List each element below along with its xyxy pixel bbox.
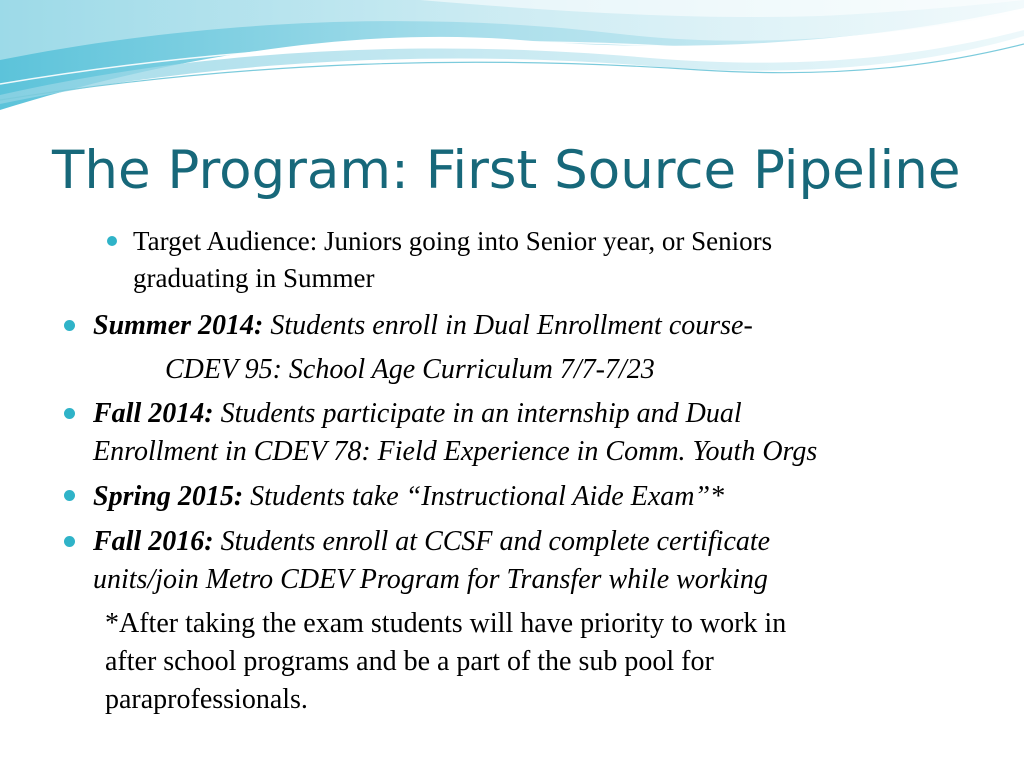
item-text-continued: CDEV 95: School Age Curriculum 7/7-7/23 — [165, 354, 655, 385]
item-text-continued: units/join Metro CDEV Program for Transfer while working — [93, 564, 768, 595]
item-text: Students take “Instructional Aide Exam”* — [243, 481, 725, 512]
footnote-line2: after school programs and be a part of the sub pool for — [105, 646, 714, 677]
item-text: Students participate in an internship and Dual — [213, 398, 742, 429]
list-item-spring-2015 — [93, 478, 724, 515]
bullet-icon — [64, 490, 75, 501]
intro-line1: Target Audience: Juniors going into Senior year, or Seniors — [133, 226, 773, 256]
bullet-icon — [64, 320, 75, 331]
footnote-line3: paraprofessionals. — [105, 684, 308, 715]
bullet-icon — [107, 236, 117, 246]
footnote-line1: *After taking the exam students will have priority to work in — [105, 608, 787, 639]
slide-title: The Program: First Source Pipeline — [52, 140, 961, 201]
item-text: Students enroll in Dual Enrollment course- — [263, 310, 753, 341]
item-text: Students enroll at CCSF and complete certificate — [213, 526, 771, 557]
list-item-summer-2014 — [93, 307, 753, 344]
item-label: Fall 2016: — [93, 526, 214, 557]
intro-line2: graduating in Summer — [133, 263, 375, 293]
list-item-fall-2016 — [93, 523, 770, 560]
item-label: Spring 2015: — [93, 481, 244, 512]
list-item-fall-2014 — [93, 395, 742, 432]
item-label: Summer 2014: — [93, 310, 264, 341]
bullet-icon — [64, 408, 75, 419]
item-text-continued: Enrollment in CDEV 78: Field Experience in Comm. Youth Orgs — [93, 436, 818, 467]
bullet-icon — [64, 536, 75, 547]
item-label: Fall 2014: — [93, 398, 214, 429]
